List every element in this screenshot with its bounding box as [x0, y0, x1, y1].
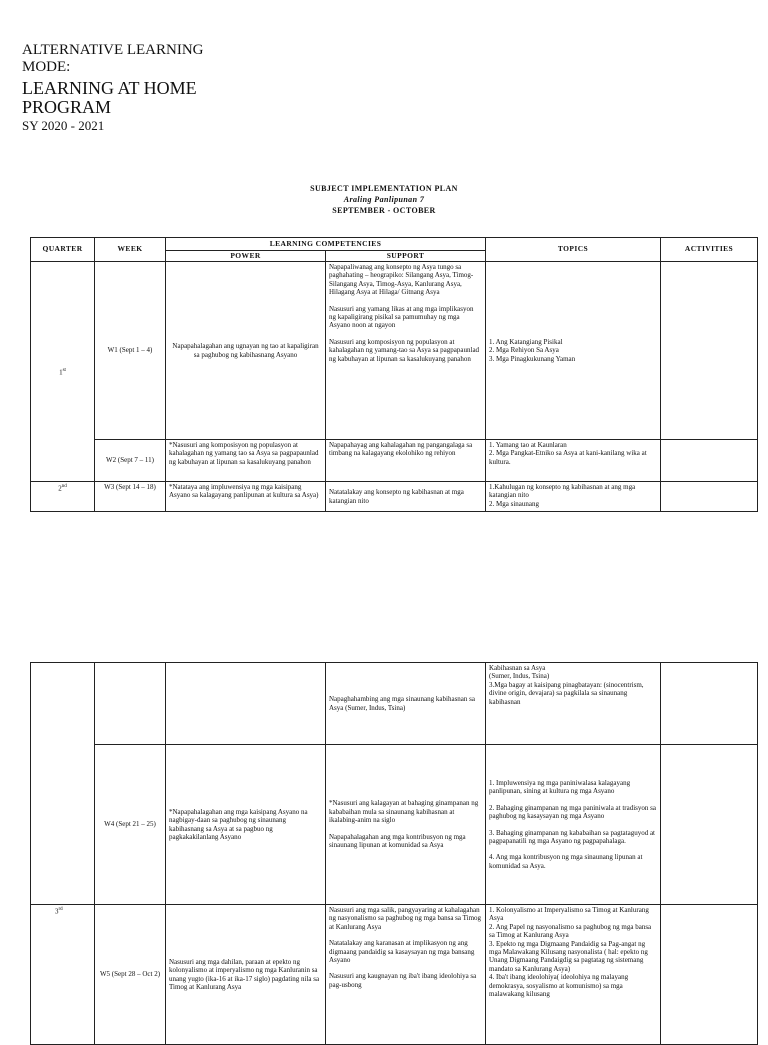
support-cell [326, 745, 486, 905]
topic-item: 3. Mga Pinagkukunang Yaman [489, 354, 576, 363]
support-item: Natatalakay ang karanasan at implikasyon ng ang digmaang pandaidig sa kasaysayan ng mga bansang Asyano [329, 939, 475, 965]
power-cell: *Napapahalagahan ang mga kaisipang Asyano na nagbigay-daan sa paghubog ng sinaunang kabihasnang sa Asya at sa pagbuo ng pagkakakilanlang Asyano [166, 745, 326, 905]
quarter-number: 2 [58, 484, 62, 493]
plan-subject: Araling Panlipunan 7 [343, 195, 425, 204]
topic-item: (Sumer, Indus, Tsina) [489, 672, 550, 681]
table-row-w1 [31, 262, 758, 440]
week-cell [95, 663, 166, 745]
topic-item: 2. Bahaging ginampanan ng mga paniniwala at tradisyon sa paghubog ng kasaysayan ng mga Asyano [489, 803, 656, 821]
topic-item: 3. Epekto ng mga Digmaang Pandaidig sa Pag-angat ng mga Malawakang Kilusang nasyonalista ( hal: epekto ng Unang Digmaang Pandaigdig sa pagtatag ng sistemang mandato sa Kanlurang Asya) [489, 939, 648, 973]
table-row-w3 [31, 482, 758, 512]
topic-item: 2. Mga Rehiyon Sa Asya [489, 346, 559, 355]
topic-item: 4. Ang mga kontribusyon ng mga sinaunang lipunan at komunidad sa Asya. [489, 853, 643, 870]
power-cell: *Natataya ang impluwensiya ng mga kaisipang Asyano sa kalagayang panlipunan at kultura sa Asya) [166, 482, 326, 512]
school-year: SY 2020 - 2021 [22, 118, 105, 133]
activities-cell [661, 262, 758, 440]
header-activities: ACTIVITIES [661, 238, 758, 262]
support-item: Nasusuri ang kaugnayan ng iba't ibang ideolohiya sa pag-usbong [329, 972, 477, 989]
topics-cell [486, 663, 661, 745]
week-cell: W1 (Sept 1 – 4) [95, 262, 166, 440]
support-item: *Nasusuri ang kalagayan at bahaging ginampanan ng kababaihan mula sa sinaunang kabihasnan at ikalabing-anim na siglo [329, 799, 479, 825]
topic-item: 2. Mga Pangkat-Etniko sa Asya at kani-kanilang wika at kultura. [489, 449, 647, 466]
power-cell: Nasusuri ang mga dahilan, paraan at epekto ng kolonyalismo at imperyalismo ng mga Kanluranin sa unang yugto (ika-16 at ika-17 siglo) pagdating nila sa Timog at Kanlurang Asya [166, 905, 326, 1045]
implementation-table-page1 [30, 237, 758, 512]
topic-item: 1. Ang Katangiang Pisikal [489, 337, 563, 346]
topic-item: 3. Bahaging ginampanan ng kababaihan sa pagtataguyod at pagpapanatili ng mga Asyano ng pagpapahalaga. [489, 828, 656, 845]
header-topics: TOPICS [486, 238, 661, 262]
support-item: Napapahalagahan ang mga kontribusyon ng mga sinaunang lipunan at komunidad sa Asya [329, 832, 466, 850]
support-item: Nasusuri ang mga salik, pangyayaring at kahalagahan ng nasyonalismo sa paghubog ng mga bansa sa Timog at Kanlurang Asya [329, 906, 482, 931]
week-cell: W2 (Sept 7 – 11) [95, 440, 166, 482]
activities-cell [661, 663, 758, 745]
topic-item: 1. Yamang tao at Kaunlaran [489, 441, 567, 449]
quarter-cell-1 [31, 262, 95, 482]
activities-cell [661, 482, 758, 512]
power-cell: *Nasusuri ang komposisyon ng populasyon at kahalagahan ng yamang tao sa Asya sa pagpapaunlad ng kabuhayan at lipunan sa kasalukuyang panahon [166, 440, 326, 482]
implementation-table-page2 [30, 662, 758, 1045]
quarter-number: 1 [59, 367, 63, 376]
header-week: WEEK [95, 238, 166, 262]
header-support: SUPPORT [326, 251, 486, 262]
support-item: Napapaliwanag ang konsepto ng Asya tungo sa paghahating – heograpiko: Silangang Asya, Timog-Silangang Asya, Timog-Asya, Kanlurang Asya, Hilagang Asya at Hilaga/ Gitnang Asya [329, 263, 474, 297]
table-row-w2 [31, 440, 758, 482]
quarter-suffix: st [62, 367, 66, 373]
week-cell: W3 (Sept 14 – 18) [95, 482, 166, 512]
topic-item: Kabihasnan sa Asya [489, 664, 546, 672]
topics-cell [486, 745, 661, 905]
activities-cell [661, 440, 758, 482]
topic-item: 2. Mga sinaunang [489, 499, 539, 508]
plan-title: SUBJECT IMPLEMENTATION PLAN [310, 184, 458, 193]
power-cell [166, 663, 326, 745]
table-row-w4 [31, 745, 758, 905]
plan-months: SEPTEMBER - OCTOBER [332, 206, 436, 215]
header-quarter: QUARTER [31, 238, 95, 262]
topics-cell [486, 482, 661, 512]
week-cell: W5 (Sept 28 – Oct 2) [95, 905, 166, 1045]
support-cell: Napapahayag ang kahalagahan ng pangangalaga sa timbang na kalagayang ekolohiko ng rehiyon [326, 440, 486, 482]
header-power: POWER [166, 251, 326, 262]
plan-title-block [0, 183, 768, 216]
topic-item: 2. Ang Papel ng nasyonalismo sa paghubog ng mga bansa sa Timog at Kanlurang Asya [489, 922, 652, 940]
header-learning-competencies: LEARNING COMPETENCIES [166, 238, 486, 251]
quarter-cell-2 [31, 482, 95, 512]
support-cell: Napaghahambing ang mga sinaunang kabihasnan sa Asya (Sumer, Indus, Tsina) [326, 663, 486, 745]
support-item: Nasusuri ang komposisyon ng populasyon at kahalagahan ng yamang-tao sa Asya sa pagpapaunlad ng kabuhayan at lipunan sa kasalukuyang panahon [329, 337, 480, 363]
quarter-number: 3 [55, 907, 59, 916]
topic-item: 1.Kahulugan ng konsepto ng kabihasnan at ang mga katangian nito [489, 483, 636, 500]
support-cell: Natatalakay ang konsepto ng kabihasnan at mga katangian nito [326, 482, 486, 512]
topic-item: 1. Kolonyalismo at Imperyalismo sa Timog at Kanlurang Asya [489, 906, 649, 923]
topic-item: 3.Mga bagay at kaisipang pinagbatayan: (sinocentrism, divine origin, devajara) sa pagkilala sa sinaunang kabihasnan [489, 680, 644, 706]
power-cell: Napapahalagahan ang ugnayan ng tao at kapaligiran sa paghubog ng kabihasnang Asyano [166, 262, 326, 440]
week-cell: W4 (Sept 21 – 25) [95, 745, 166, 905]
alternative-learning-mode-heading: ALTERNATIVE LEARNING MODE: [22, 42, 204, 75]
support-cell [326, 262, 486, 440]
topics-cell [486, 262, 661, 440]
program-heading: LEARNING AT HOME PROGRAM [22, 78, 197, 117]
quarter-cell-empty [31, 663, 95, 905]
topic-item: 1. Impluwensiya ng mga paniniwalasa kalagayang panlipunan, sining at kultura ng mga Asyano [489, 778, 631, 796]
activities-cell [661, 745, 758, 905]
table-row-w3-continued [31, 663, 758, 745]
topic-item: 4. Iba't ibang ideolohiya( ideolohiya ng malayang demokrasya, sosyalismo at komunismo) sa mga malawakang kilusang [489, 973, 629, 999]
quarter-suffix: rd [58, 907, 63, 912]
support-item: Nasusuri ang yamang likas at ang mga implikasyon ng kapaligirang pisikal sa pamumuhay ng mga Asyano noon at ngayon [329, 304, 474, 330]
quarter-suffix: nd [61, 484, 67, 489]
topics-cell [486, 440, 661, 482]
